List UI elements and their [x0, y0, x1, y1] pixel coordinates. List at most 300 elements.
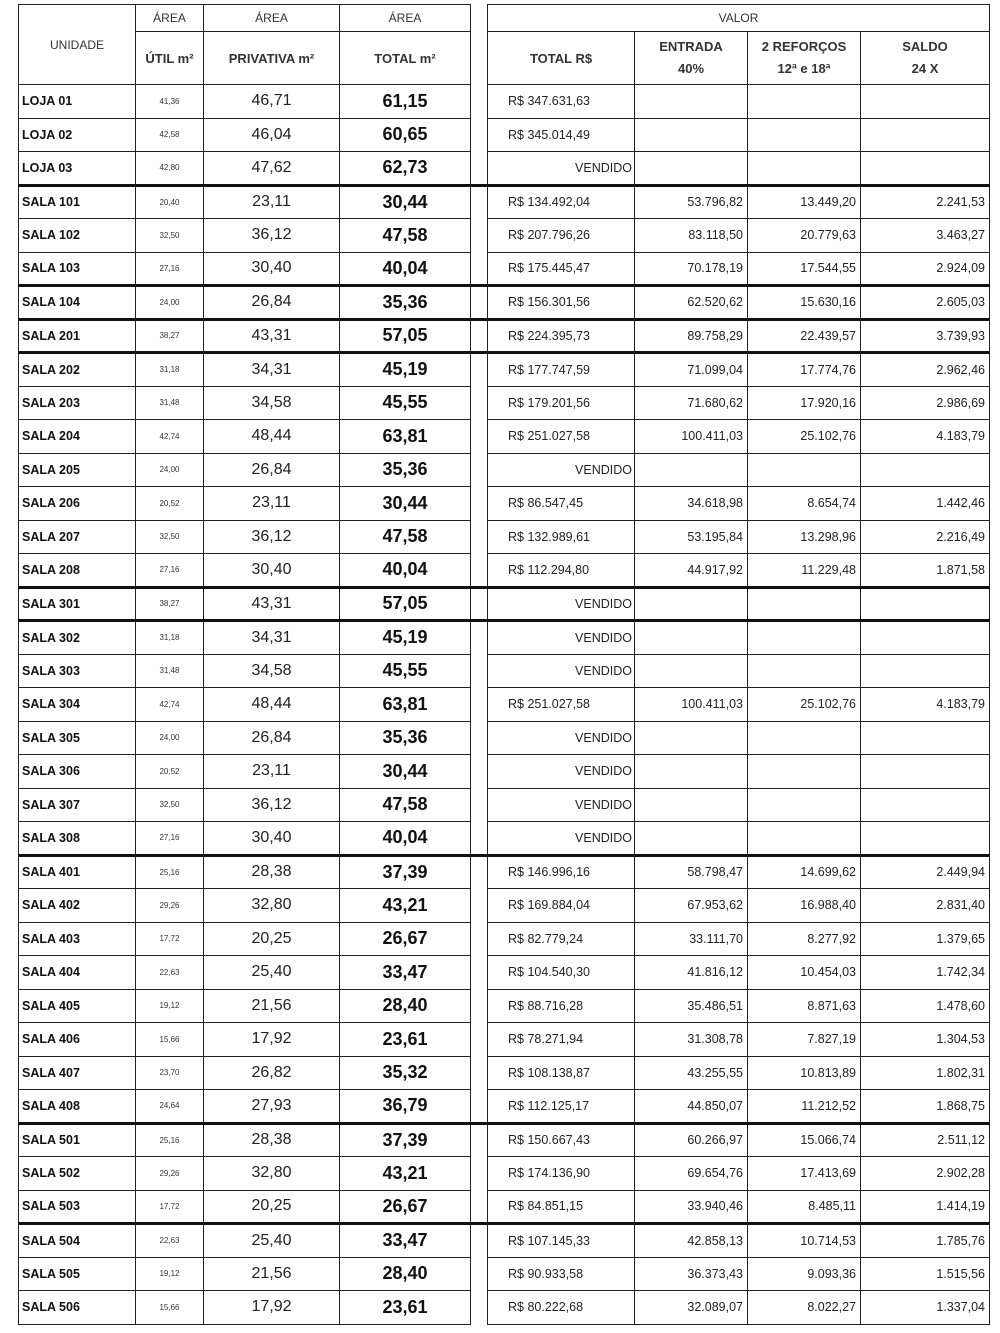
total-price-cell: R$ 347.631,63	[488, 85, 635, 119]
saldo-cell: 1.868,75	[861, 1090, 990, 1124]
entrada-cell: 71.680,62	[635, 386, 748, 420]
total-price-cell: R$ 179.201,56	[488, 386, 635, 420]
entrada-cell: 33.940,46	[635, 1190, 748, 1224]
reforcos-cell: 17.920,16	[748, 386, 861, 420]
gap-cell	[471, 889, 488, 923]
saldo-cell: 2.511,12	[861, 1123, 990, 1157]
area-privativa-cell: 30,40	[204, 822, 340, 856]
unit-cell: SALA 104	[19, 286, 136, 320]
unit-cell: SALA 506	[19, 1291, 136, 1325]
area-privativa-cell: 28,38	[204, 1123, 340, 1157]
header-saldo	[861, 32, 990, 85]
reforcos-cell: 22.439,57	[748, 319, 861, 353]
gap-cell	[471, 386, 488, 420]
table-row	[19, 1023, 990, 1057]
gap-cell	[471, 554, 488, 588]
unit-cell: SALA 403	[19, 922, 136, 956]
saldo-cell	[861, 152, 990, 186]
area-total-cell: 45,55	[340, 654, 471, 688]
area-total-cell: 45,19	[340, 353, 471, 387]
saldo-cell	[861, 654, 990, 688]
total-price-cell: R$ 156.301,56	[488, 286, 635, 320]
unit-cell: SALA 301	[19, 587, 136, 621]
saldo-cell: 4.183,79	[861, 420, 990, 454]
reforcos-cell: 15.066,74	[748, 1123, 861, 1157]
area-privativa-cell: 34,58	[204, 386, 340, 420]
area-privativa-cell: 23,11	[204, 755, 340, 789]
table-row	[19, 621, 990, 655]
area-total-cell: 30,44	[340, 755, 471, 789]
table-row	[19, 688, 990, 722]
table-row	[19, 453, 990, 487]
total-price-cell: VENDIDO	[488, 152, 635, 186]
total-price-cell: R$ 177.747,59	[488, 353, 635, 387]
gap-cell	[471, 855, 488, 889]
saldo-cell: 1.742,34	[861, 956, 990, 990]
total-price-cell: R$ 112.294,80	[488, 554, 635, 588]
area-util-cell: 29,26	[136, 889, 204, 923]
area-util-cell: 20,52	[136, 755, 204, 789]
table-row	[19, 1190, 990, 1224]
unit-cell: SALA 307	[19, 788, 136, 822]
table-row	[19, 319, 990, 353]
area-privativa-cell: 36,12	[204, 788, 340, 822]
entrada-cell: 42.858,13	[635, 1224, 748, 1258]
unit-cell: SALA 407	[19, 1056, 136, 1090]
gap-cell	[471, 1224, 488, 1258]
reforcos-cell: 10.714,53	[748, 1224, 861, 1258]
table-row	[19, 554, 990, 588]
header-area-util-top: ÁREA	[136, 5, 204, 32]
area-util-cell: 31,18	[136, 353, 204, 387]
unit-cell: SALA 405	[19, 989, 136, 1023]
area-util-cell: 25,16	[136, 855, 204, 889]
reforcos-cell: 8.022,27	[748, 1291, 861, 1325]
area-util-cell: 25,16	[136, 1123, 204, 1157]
header-total-rs: TOTAL R$	[488, 32, 635, 85]
reforcos-cell: 17.544,55	[748, 252, 861, 286]
gap-cell	[471, 85, 488, 119]
reforcos-cell: 10.454,03	[748, 956, 861, 990]
reforcos-cell: 15.630,16	[748, 286, 861, 320]
total-price-cell: VENDIDO	[488, 822, 635, 856]
gap-cell	[471, 1123, 488, 1157]
table-row	[19, 487, 990, 521]
saldo-cell	[861, 822, 990, 856]
table-row	[19, 889, 990, 923]
area-total-cell: 35,32	[340, 1056, 471, 1090]
entrada-cell: 44.917,92	[635, 554, 748, 588]
header-area-total-top: ÁREA	[340, 5, 471, 32]
table-row	[19, 788, 990, 822]
total-price-cell: R$ 112.125,17	[488, 1090, 635, 1124]
table-row	[19, 219, 990, 253]
area-util-cell: 42,74	[136, 420, 204, 454]
unit-cell: SALA 202	[19, 353, 136, 387]
header-entrada-label: ENTRADA	[659, 39, 723, 54]
table-row	[19, 1257, 990, 1291]
gap-cell	[471, 587, 488, 621]
entrada-cell: 43.255,55	[635, 1056, 748, 1090]
area-util-cell: 27,16	[136, 554, 204, 588]
unit-cell: SALA 206	[19, 487, 136, 521]
total-price-cell: R$ 104.540,30	[488, 956, 635, 990]
saldo-cell: 2.605,03	[861, 286, 990, 320]
area-privativa-cell: 20,25	[204, 1190, 340, 1224]
area-total-cell: 26,67	[340, 1190, 471, 1224]
table-row	[19, 654, 990, 688]
area-total-cell: 45,19	[340, 621, 471, 655]
saldo-cell: 1.515,56	[861, 1257, 990, 1291]
area-util-cell: 41,36	[136, 85, 204, 119]
area-util-cell: 42,80	[136, 152, 204, 186]
saldo-cell: 2.449,94	[861, 855, 990, 889]
reforcos-cell	[748, 118, 861, 152]
gap-cell	[471, 721, 488, 755]
header-saldo-label: SALDO	[902, 39, 948, 54]
unit-cell: SALA 505	[19, 1257, 136, 1291]
area-util-cell: 32,50	[136, 219, 204, 253]
table-row	[19, 1157, 990, 1191]
area-total-cell: 37,39	[340, 855, 471, 889]
header-total-m2: TOTAL m²	[340, 32, 471, 85]
entrada-cell: 44.850,07	[635, 1090, 748, 1124]
gap-cell	[471, 185, 488, 219]
entrada-cell: 62.520,62	[635, 286, 748, 320]
header-unidade: UNIDADE	[19, 5, 136, 85]
area-util-cell: 31,48	[136, 386, 204, 420]
gap-cell	[471, 822, 488, 856]
unit-cell: SALA 401	[19, 855, 136, 889]
area-total-cell: 30,44	[340, 487, 471, 521]
unit-cell: SALA 303	[19, 654, 136, 688]
area-total-cell: 47,58	[340, 788, 471, 822]
unit-cell: SALA 406	[19, 1023, 136, 1057]
reforcos-cell: 9.093,36	[748, 1257, 861, 1291]
saldo-cell: 2.902,28	[861, 1157, 990, 1191]
unit-cell: SALA 404	[19, 956, 136, 990]
area-util-cell: 17,72	[136, 1190, 204, 1224]
reforcos-cell: 20.779,63	[748, 219, 861, 253]
area-util-cell: 24,00	[136, 721, 204, 755]
header-entrada	[635, 32, 748, 85]
area-util-cell: 29,26	[136, 1157, 204, 1191]
area-total-cell: 47,58	[340, 219, 471, 253]
reforcos-cell: 25.102,76	[748, 420, 861, 454]
total-price-cell: VENDIDO	[488, 755, 635, 789]
entrada-cell	[635, 118, 748, 152]
reforcos-cell	[748, 721, 861, 755]
entrada-cell: 67.953,62	[635, 889, 748, 923]
header-entrada-percent: 40%	[677, 61, 705, 76]
reforcos-cell: 11.229,48	[748, 554, 861, 588]
table-row	[19, 420, 990, 454]
saldo-cell: 1.871,58	[861, 554, 990, 588]
unit-cell: LOJA 02	[19, 118, 136, 152]
total-price-cell: R$ 224.395,73	[488, 319, 635, 353]
area-total-cell: 28,40	[340, 989, 471, 1023]
area-privativa-cell: 25,40	[204, 956, 340, 990]
reforcos-cell: 13.449,20	[748, 185, 861, 219]
area-privativa-cell: 34,58	[204, 654, 340, 688]
unit-cell: SALA 305	[19, 721, 136, 755]
saldo-cell: 1.379,65	[861, 922, 990, 956]
reforcos-cell: 8.485,11	[748, 1190, 861, 1224]
area-privativa-cell: 27,93	[204, 1090, 340, 1124]
gap-cell	[471, 453, 488, 487]
total-price-cell: R$ 169.884,04	[488, 889, 635, 923]
total-price-cell: VENDIDO	[488, 654, 635, 688]
gap-cell	[471, 487, 488, 521]
total-price-cell: R$ 80.222,68	[488, 1291, 635, 1325]
area-total-cell: 35,36	[340, 453, 471, 487]
area-privativa-cell: 25,40	[204, 1224, 340, 1258]
unit-cell: SALA 103	[19, 252, 136, 286]
table-row	[19, 755, 990, 789]
gap-cell	[471, 621, 488, 655]
total-price-cell: R$ 345.014,49	[488, 118, 635, 152]
reforcos-cell	[748, 788, 861, 822]
entrada-cell	[635, 152, 748, 186]
area-privativa-cell: 26,84	[204, 286, 340, 320]
header-reforcos	[748, 32, 861, 85]
area-total-cell: 45,55	[340, 386, 471, 420]
gap-cell	[471, 989, 488, 1023]
entrada-cell: 33.111,70	[635, 922, 748, 956]
saldo-cell: 2.241,53	[861, 185, 990, 219]
total-price-cell: VENDIDO	[488, 721, 635, 755]
gap-cell	[471, 219, 488, 253]
entrada-cell	[635, 788, 748, 822]
saldo-cell	[861, 453, 990, 487]
total-price-cell: R$ 146.996,16	[488, 855, 635, 889]
gap-cell	[471, 420, 488, 454]
area-privativa-cell: 36,12	[204, 520, 340, 554]
area-privativa-cell: 30,40	[204, 554, 340, 588]
table-row	[19, 353, 990, 387]
reforcos-cell: 8.871,63	[748, 989, 861, 1023]
gap-cell	[471, 286, 488, 320]
table-row	[19, 922, 990, 956]
unit-cell: SALA 502	[19, 1157, 136, 1191]
area-total-cell: 43,21	[340, 889, 471, 923]
total-price-cell: R$ 82.779,24	[488, 922, 635, 956]
gap-cell	[471, 688, 488, 722]
saldo-cell	[861, 721, 990, 755]
entrada-cell: 41.816,12	[635, 956, 748, 990]
entrada-cell	[635, 654, 748, 688]
area-total-cell: 60,65	[340, 118, 471, 152]
reforcos-cell: 17.413,69	[748, 1157, 861, 1191]
gap-cell	[471, 1190, 488, 1224]
entrada-cell: 36.373,43	[635, 1257, 748, 1291]
area-util-cell: 15,66	[136, 1023, 204, 1057]
area-total-cell: 28,40	[340, 1257, 471, 1291]
gap-cell	[471, 788, 488, 822]
gap-cell	[471, 1056, 488, 1090]
total-price-cell: VENDIDO	[488, 453, 635, 487]
total-price-cell: R$ 175.445,47	[488, 252, 635, 286]
entrada-cell	[635, 587, 748, 621]
unit-cell: SALA 308	[19, 822, 136, 856]
area-privativa-cell: 36,12	[204, 219, 340, 253]
area-total-cell: 37,39	[340, 1123, 471, 1157]
saldo-cell: 2.986,69	[861, 386, 990, 420]
reforcos-cell	[748, 654, 861, 688]
unit-cell: SALA 201	[19, 319, 136, 353]
unit-cell: SALA 207	[19, 520, 136, 554]
area-privativa-cell: 34,31	[204, 353, 340, 387]
column-gap	[471, 5, 488, 85]
saldo-cell	[861, 118, 990, 152]
entrada-cell: 83.118,50	[635, 219, 748, 253]
entrada-cell	[635, 755, 748, 789]
area-privativa-cell: 20,25	[204, 922, 340, 956]
table-row	[19, 152, 990, 186]
area-total-cell: 35,36	[340, 721, 471, 755]
total-price-cell: R$ 86.547,45	[488, 487, 635, 521]
area-total-cell: 40,04	[340, 822, 471, 856]
table-row	[19, 85, 990, 119]
saldo-cell: 3.739,93	[861, 319, 990, 353]
table-row	[19, 956, 990, 990]
total-price-cell: R$ 251.027,58	[488, 420, 635, 454]
entrada-cell: 60.266,97	[635, 1123, 748, 1157]
area-util-cell: 22,63	[136, 1224, 204, 1258]
saldo-cell: 4.183,79	[861, 688, 990, 722]
total-price-cell: R$ 251.027,58	[488, 688, 635, 722]
unit-cell: SALA 304	[19, 688, 136, 722]
area-util-cell: 22,63	[136, 956, 204, 990]
area-total-cell: 57,05	[340, 319, 471, 353]
gap-cell	[471, 1257, 488, 1291]
reforcos-cell	[748, 85, 861, 119]
area-util-cell: 20,40	[136, 185, 204, 219]
area-privativa-cell: 43,31	[204, 587, 340, 621]
table-row	[19, 1123, 990, 1157]
unit-cell: SALA 203	[19, 386, 136, 420]
reforcos-cell	[748, 587, 861, 621]
entrada-cell: 53.195,84	[635, 520, 748, 554]
entrada-cell: 100.411,03	[635, 688, 748, 722]
area-util-cell: 38,27	[136, 587, 204, 621]
saldo-cell: 1.785,76	[861, 1224, 990, 1258]
table-row	[19, 989, 990, 1023]
area-total-cell: 63,81	[340, 688, 471, 722]
table-row	[19, 185, 990, 219]
area-util-cell: 42,58	[136, 118, 204, 152]
table-row	[19, 587, 990, 621]
reforcos-cell: 14.699,62	[748, 855, 861, 889]
total-price-cell: R$ 150.667,43	[488, 1123, 635, 1157]
reforcos-cell	[748, 621, 861, 655]
total-price-cell: R$ 174.136,90	[488, 1157, 635, 1191]
entrada-cell: 31.308,78	[635, 1023, 748, 1057]
saldo-cell: 1.478,60	[861, 989, 990, 1023]
saldo-cell	[861, 587, 990, 621]
reforcos-cell: 7.827,19	[748, 1023, 861, 1057]
gap-cell	[471, 956, 488, 990]
entrada-cell: 34.618,98	[635, 487, 748, 521]
area-util-cell: 24,00	[136, 286, 204, 320]
gap-cell	[471, 1291, 488, 1325]
reforcos-cell: 16.988,40	[748, 889, 861, 923]
total-price-cell: R$ 90.933,58	[488, 1257, 635, 1291]
reforcos-cell: 8.277,92	[748, 922, 861, 956]
units-price-table	[18, 4, 990, 1325]
unit-cell: LOJA 01	[19, 85, 136, 119]
unit-cell: SALA 208	[19, 554, 136, 588]
header-privativa: PRIVATIVA m²	[204, 32, 340, 85]
area-privativa-cell: 21,56	[204, 1257, 340, 1291]
area-util-cell: 42,74	[136, 688, 204, 722]
unit-cell: SALA 503	[19, 1190, 136, 1224]
area-util-cell: 15,66	[136, 1291, 204, 1325]
unit-cell: SALA 205	[19, 453, 136, 487]
unit-cell: SALA 306	[19, 755, 136, 789]
area-privativa-cell: 32,80	[204, 1157, 340, 1191]
area-util-cell: 17,72	[136, 922, 204, 956]
gap-cell	[471, 319, 488, 353]
entrada-cell: 100.411,03	[635, 420, 748, 454]
saldo-cell: 2.962,46	[861, 353, 990, 387]
entrada-cell	[635, 453, 748, 487]
saldo-cell	[861, 755, 990, 789]
saldo-cell: 1.414,19	[861, 1190, 990, 1224]
area-total-cell: 23,61	[340, 1291, 471, 1325]
saldo-cell: 2.924,09	[861, 252, 990, 286]
gap-cell	[471, 520, 488, 554]
reforcos-cell: 8.654,74	[748, 487, 861, 521]
area-total-cell: 36,79	[340, 1090, 471, 1124]
entrada-cell	[635, 621, 748, 655]
unit-cell: SALA 101	[19, 185, 136, 219]
gap-cell	[471, 152, 488, 186]
area-privativa-cell: 43,31	[204, 319, 340, 353]
entrada-cell	[635, 721, 748, 755]
entrada-cell: 89.758,29	[635, 319, 748, 353]
gap-cell	[471, 118, 488, 152]
area-total-cell: 63,81	[340, 420, 471, 454]
reforcos-cell	[748, 152, 861, 186]
table-row	[19, 118, 990, 152]
table-row	[19, 286, 990, 320]
entrada-cell: 71.099,04	[635, 353, 748, 387]
area-util-cell: 31,48	[136, 654, 204, 688]
area-privativa-cell: 32,80	[204, 889, 340, 923]
area-total-cell: 35,36	[340, 286, 471, 320]
table-row	[19, 1056, 990, 1090]
total-price-cell: R$ 84.851,15	[488, 1190, 635, 1224]
entrada-cell: 53.796,82	[635, 185, 748, 219]
area-total-cell: 30,44	[340, 185, 471, 219]
header-valor: VALOR	[488, 5, 990, 32]
total-price-cell: R$ 108.138,87	[488, 1056, 635, 1090]
area-total-cell: 33,47	[340, 956, 471, 990]
table-row	[19, 721, 990, 755]
area-privativa-cell: 17,92	[204, 1023, 340, 1057]
total-price-cell: R$ 207.796,26	[488, 219, 635, 253]
table-body	[19, 85, 990, 1325]
area-privativa-cell: 47,62	[204, 152, 340, 186]
entrada-cell: 35.486,51	[635, 989, 748, 1023]
area-privativa-cell: 23,11	[204, 487, 340, 521]
area-util-cell: 24,64	[136, 1090, 204, 1124]
unit-cell: SALA 504	[19, 1224, 136, 1258]
area-total-cell: 40,04	[340, 554, 471, 588]
area-privativa-cell: 34,31	[204, 621, 340, 655]
area-total-cell: 47,58	[340, 520, 471, 554]
